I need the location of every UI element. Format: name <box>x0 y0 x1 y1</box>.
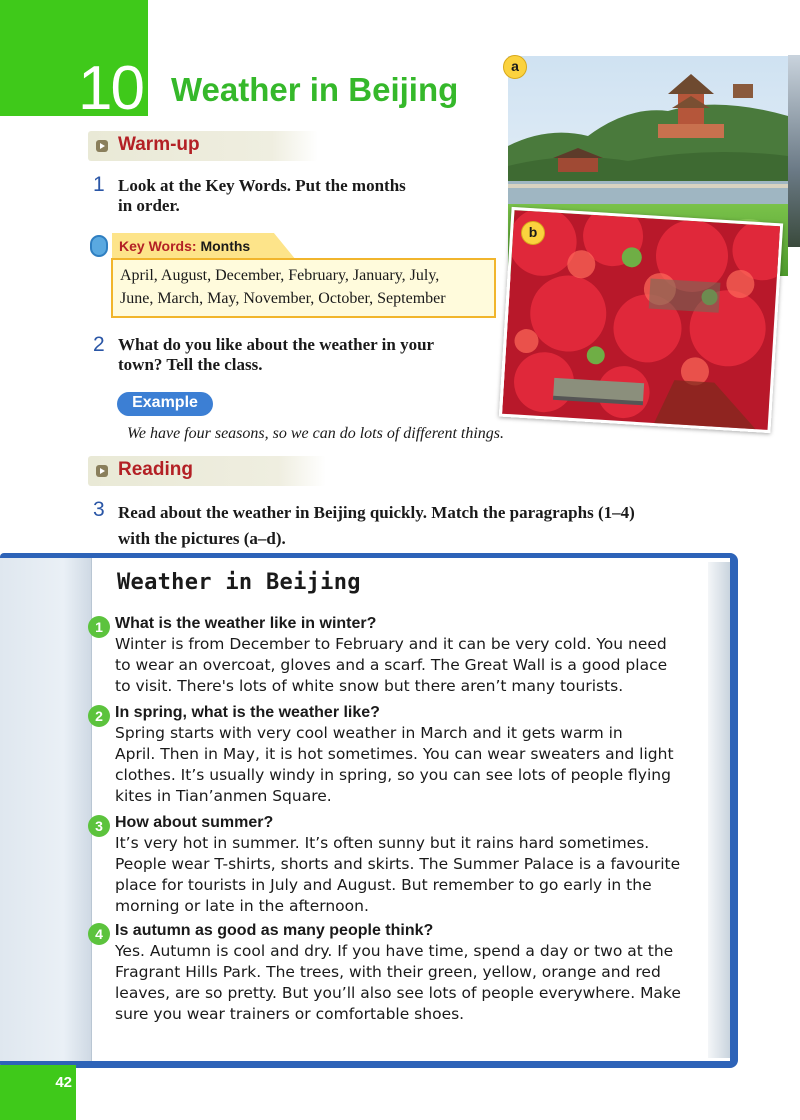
question-2-number: 2 <box>93 333 105 356</box>
unit-number: 10 <box>78 54 143 123</box>
paragraph-3-question: How about summer? <box>115 814 274 831</box>
key-words-list: April, August, December, February, January, July, June, March, May, November, October, September <box>120 267 446 307</box>
warmup-heading-bar <box>88 131 318 161</box>
reading-heading-bar <box>88 456 326 486</box>
photo-a-badge: a <box>503 55 527 79</box>
unit-title: Weather in Beijing <box>171 71 459 108</box>
warmup-heading: Warm-up <box>118 134 200 155</box>
section-bullet-icon <box>96 140 108 152</box>
key-words-label: Key Words: Months <box>119 238 251 254</box>
paragraph-3-number: 3 <box>88 815 110 837</box>
paragraph-4-number: 4 <box>88 923 110 945</box>
example-label: Example <box>117 392 213 416</box>
paragraph-4-body: Yes. Autumn is cool and dry. If you have time, spend a day or two at the Fragrant Hills Park. The trees, with their green, yellow, orange and red leaves, are so pretty. But you’ll also see lots of people everywhere. Make sure you wear trainers or comfortable shoes. <box>115 942 681 1023</box>
paragraph-4-question: Is autumn as good as many people think? <box>115 922 434 939</box>
paragraph-2-question: In spring, what is the weather like? <box>115 704 380 721</box>
article-book-left-page <box>0 558 92 1061</box>
paragraph-1-body: Winter is from December to February and it can be very cold. You need to wear an overcoat, gloves and a scarf. The Great Wall is a good place to visit. There's lots of white snow but there aren’t many tourists. <box>115 635 668 695</box>
paragraph-1-number: 1 <box>88 616 110 638</box>
example-text: We have four seasons, so we can do lots of different things. <box>127 425 505 442</box>
question-1-number: 1 <box>93 173 105 196</box>
question-3-number: 3 <box>93 498 105 521</box>
photo-edge <box>788 55 800 247</box>
section-bullet-icon <box>96 465 108 477</box>
question-3-text: Read about the weather in Beijing quickly. Match the paragraphs (1–4) with the pictures (a–d). <box>118 503 635 548</box>
paragraph-3-body: It’s very hot in summer. It’s often sunny but it rains hard sometimes. People wear T-shirts, shorts and skirts. The Summer Palace is a favourite place for tourists in July and August. But remember to go early in the morning or late in the afternoon. <box>115 834 681 915</box>
question-2-text: What do you like about the weather in your town? Tell the class. <box>118 335 435 374</box>
key-words-icon <box>90 235 108 257</box>
paragraph-1-question: What is the weather like in winter? <box>115 615 377 632</box>
article-title: Weather in Beijing <box>117 570 361 595</box>
paragraph-2-body: Spring starts with very cool weather in March and it gets warm in April. Then in May, it is hot sometimes. You can wear sweaters and light clothes. It’s usually windy in spring, so you can see lots of people flying kites in Tian’anmen Square. <box>115 724 674 805</box>
reading-heading: Reading <box>118 459 193 480</box>
photo-b-badge: b <box>521 221 545 245</box>
paragraph-2-number: 2 <box>88 705 110 727</box>
page-number: 42 <box>55 1074 72 1091</box>
question-1-text: Look at the Key Words. Put the months in order. <box>118 176 406 215</box>
